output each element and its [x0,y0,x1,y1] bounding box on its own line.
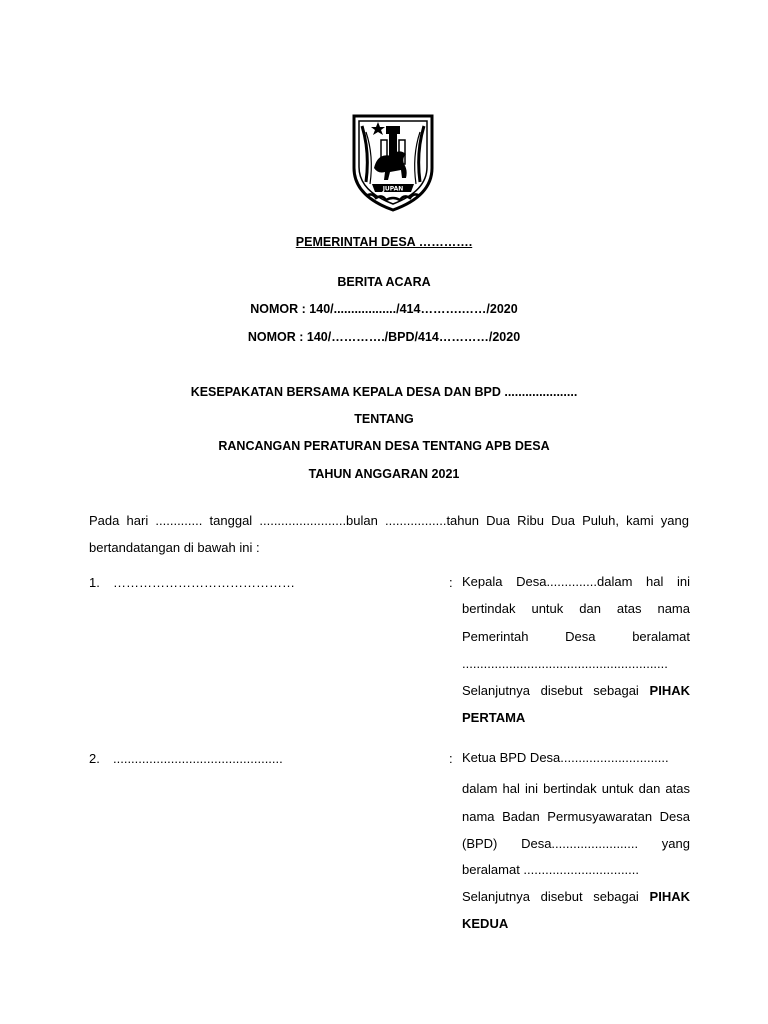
party-2-line: nama Badan Permusyawaratan Desa [462,808,690,824]
party-1-line: bertindak untuk dan atas nama [462,601,690,617]
party-1-colon: : [449,575,453,590]
subject-line-3: RANCANGAN PERATURAN DESA TENTANG APB DESA [218,439,550,453]
party-1-role-prefix: Selanjutnya disebut sebagai [462,683,639,699]
party-1-role-line [462,677,690,704]
party-2-role-prefix: Selanjutnya disebut sebagai [462,889,639,905]
subject-line-2: TENTANG [354,412,414,426]
party-2-description [462,744,690,938]
party-2-line: (BPD) Desa........................ yang [462,835,690,851]
party-1-number: 1. [89,575,100,590]
government-title: PEMERINTAH DESA …………. [295,235,473,249]
party-2-number: 2. [89,751,100,766]
svg-text:JUPAN: JUPAN [382,185,404,193]
party-2-colon: : [449,751,453,766]
party-1-line: ......................................................... [462,655,668,671]
party-2-role-a: PIHAK [649,889,690,905]
subject-line-4: TAHUN ANGGARAN 2021 [308,467,460,481]
party-2-role-line [462,883,690,910]
intro-line-1: Pada hari ............. tanggal ........................bulan .................tahun Dua Ribu Dua Puluh, kami yang [89,513,689,528]
subject-line-1: KESEPAKATAN BERSAMA KEPALA DESA DAN BPD ..................... [190,385,578,399]
party-2-line: Ketua BPD Desa.............................. [462,750,669,765]
document-type: BERITA ACARA [337,275,431,289]
party-1-line: Kepala Desa..............dalam hal ini [462,574,690,589]
party-2-line: dalam hal ini bertindak untuk dan atas [462,781,690,797]
regency-emblem-icon [348,112,438,212]
intro-line-2: bertandatangan di bawah ini : [89,540,260,555]
party-1-description [462,568,690,732]
party-2-line: beralamat ................................ [462,862,639,878]
party-1-role-a: PIHAK [649,683,690,699]
party-1-signature-line: …………………………………… [113,575,295,590]
party-1-line: Pemerintah Desa beralamat [462,628,690,644]
party-1-role-line-2 [462,704,690,731]
document-number-1: NOMOR : 140/................../414……….……/2020 [250,302,518,316]
document-number-2: NOMOR : 140/…………./BPD/414…………/2020 [247,330,521,344]
party-2-signature-line: ............................................... [113,751,283,766]
party-1-role-b: PERTAMA [462,710,526,726]
party-2-role-b: KEDUA [462,916,509,932]
party-2-role-line-2 [462,910,690,937]
